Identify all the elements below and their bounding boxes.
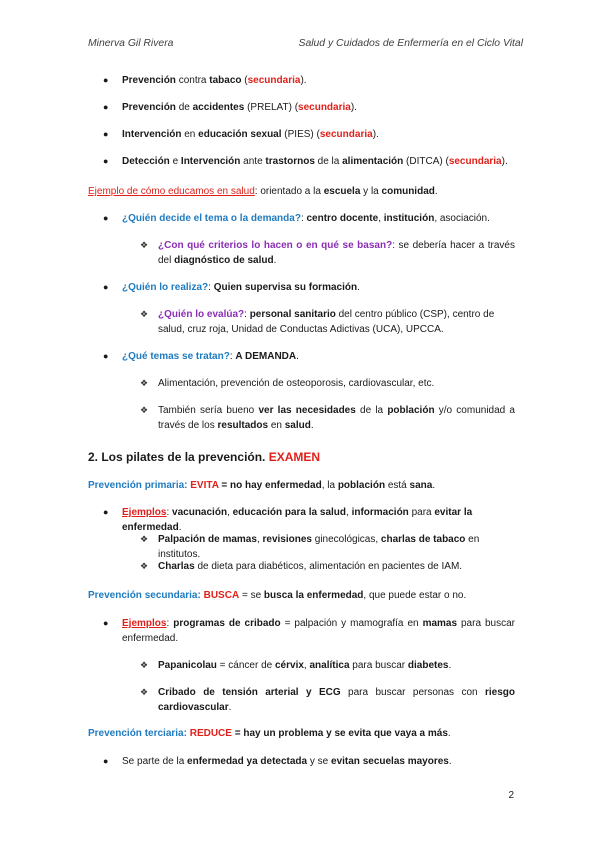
list-item: ● Prevención de accidentes (PRELAT) (secundaria). (103, 102, 357, 113)
bullet-icon: ● (103, 156, 109, 166)
header-author: Minerva Gil Rivera (88, 38, 174, 49)
list-item: ❖ Papanicolau = cáncer de cérvix, analítica para buscar diabetes. (140, 660, 452, 671)
diamond-bullet-icon: ❖ (140, 660, 149, 670)
list-item: ❖ También sería bueno ver las necesidades de la población y/o comunidad a través de los resultados en salud. (140, 405, 515, 431)
list-item: ❖ Charlas de dieta para diabéticos, alimentación en pacientes de IAM. (140, 561, 463, 572)
list-item: ● Prevención contra tabaco (secundaria). (103, 75, 307, 86)
bullet-icon: ● (103, 351, 109, 361)
list-item: ● Se parte de la enfermedad ya detectada y se evitan secuelas mayores. (103, 756, 452, 767)
list-item: ● Intervención en educación sexual (PIES) (secundaria). (103, 129, 379, 140)
paragraph: Prevención secundaria: BUSCA = se busca la enfermedad, que puede estar o no. (88, 590, 467, 601)
header-course-title: Salud y Cuidados de Enfermería en el Ciclo Vital (298, 38, 523, 49)
list-item: ● Detección e Intervención ante trastornos de la alimentación (DITCA) (secundaria). (103, 156, 508, 167)
list-item: ❖ ¿Quién lo evalúa?: personal sanitario del centro público (CSP), centro de salud, cruz roja, Unidad de Conductas Adictivas (UCA), UPCCA. (140, 309, 495, 335)
bullet-icon: ● (103, 756, 109, 766)
paragraph: Prevención terciaria: REDUCE = hay un problema y se evita que vaya a más. (88, 728, 451, 739)
diamond-bullet-icon: ❖ (140, 240, 149, 250)
list-item: ● Ejemplos: programas de cribado = palpación y mamografía en mamas para buscar enfermedad. (103, 618, 515, 644)
list-item: ● Ejemplos: vacunación, educación para la salud, información para evitar la enfermedad. (103, 507, 473, 533)
diamond-bullet-icon: ❖ (140, 378, 149, 388)
diamond-bullet-icon: ❖ (140, 405, 149, 415)
list-item: ❖ Alimentación, prevención de osteoporosis, cardiovascular, etc. (140, 378, 435, 389)
diamond-bullet-icon: ❖ (140, 309, 149, 319)
bullet-icon: ● (103, 618, 109, 628)
list-item: ❖ Cribado de tensión arterial y ECG para buscar personas con riesgo cardiovascular. (140, 687, 515, 713)
section-heading: 2. Los pilates de la prevención. EXAMEN (88, 450, 321, 464)
page-number: 2 (508, 790, 514, 801)
list-item: ● ¿Quién decide el tema o la demanda?: centro docente, institución, asociación. (103, 213, 490, 224)
bullet-icon: ● (103, 129, 109, 139)
paragraph: Ejemplo de cómo educamos en salud: orientado a la escuela y la comunidad. (88, 186, 438, 197)
list-item: ❖ ¿Con qué criterios lo hacen o en qué se basan?: se debería hacer a través del diagnóstico de salud. (140, 240, 515, 266)
diamond-bullet-icon: ❖ (140, 687, 149, 697)
diamond-bullet-icon: ❖ (140, 561, 149, 571)
list-item: ❖ Palpación de mamas, revisiones ginecológicas, charlas de tabaco en institutos. (140, 534, 480, 560)
list-item: ● ¿Qué temas se tratan?: A DEMANDA. (103, 351, 299, 362)
bullet-icon: ● (103, 282, 109, 292)
list-item: ● ¿Quién lo realiza?: Quien supervisa su formación. (103, 282, 360, 293)
bullet-icon: ● (103, 507, 109, 517)
bullet-icon: ● (103, 75, 109, 85)
paragraph: Prevención primaria: EVITA = no hay enfermedad, la población está sana. (88, 480, 436, 491)
bullet-icon: ● (103, 102, 109, 112)
diamond-bullet-icon: ❖ (140, 534, 149, 544)
bullet-icon: ● (103, 213, 109, 223)
